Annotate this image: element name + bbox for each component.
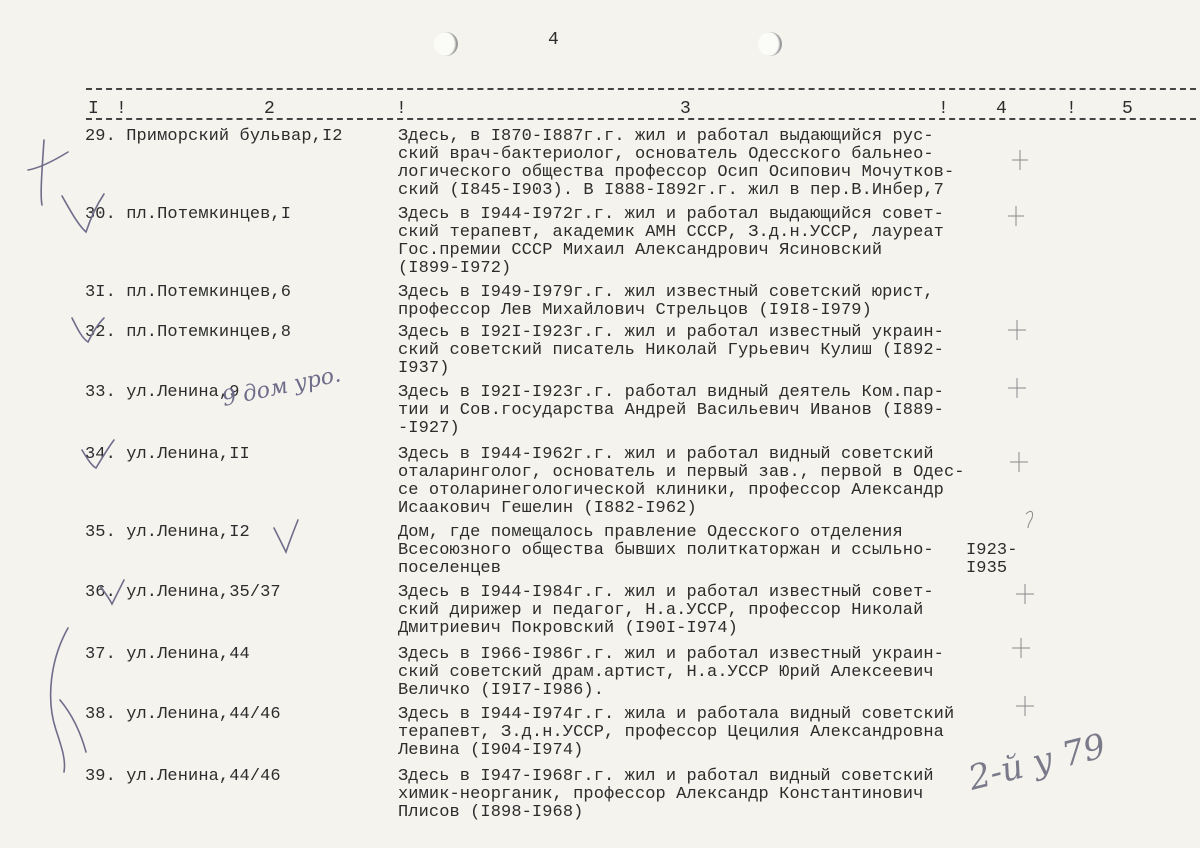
plus-icon [1008, 206, 1024, 226]
column-separator: ! [396, 99, 407, 119]
pencil-plus-marks [1008, 150, 1034, 716]
text-line: Здесь в I947-I968г.г. жил и работал видный советский [398, 767, 934, 786]
text-line: Здесь в I944-I962г.г. жил и работал видный советский [398, 445, 934, 464]
text-line: поселенцев [398, 559, 502, 578]
text-line: Здесь в I944-I984г.г. жил и работал известный совет- [398, 583, 934, 602]
handwritten-check-icon [274, 520, 298, 552]
row-dates: I923- I935 [966, 541, 1018, 578]
text-line: Гос.премии СССР Михаил Александрович Ясиновский [398, 241, 883, 260]
row-address: 29. Приморский бульвар,I2 [85, 127, 343, 146]
page-number: 4 [548, 30, 559, 50]
text-line: ский врач-бактериолог, основатель Одесского бальнео- [398, 145, 934, 164]
text-line: Дом, где помещалось правление Одесского отделения [398, 523, 903, 542]
text-line: терапевт, З.д.н.УССР, профессор Цецилия Александровна [398, 723, 944, 742]
text-line: Величко (I9I7-I986). [398, 681, 605, 700]
text-line: ский (I845-I903). В I888-I892г.г. жил в пер.В.Инбер,7 [398, 181, 944, 200]
column-separator: ! [1066, 99, 1077, 119]
column-header-3: 3 [680, 99, 691, 119]
text-line: химик-неорганик, профессор Александр Константинович [398, 785, 924, 804]
text-line: Здесь в I966-I986г.г. жил и работал известный украин- [398, 645, 944, 664]
text-line: Дмитриевич Покровский (I90I-I974) [398, 619, 738, 638]
column-header-5: 5 [1122, 99, 1133, 119]
column-header-1: I [88, 99, 99, 119]
handwritten-check-icon [82, 440, 114, 468]
text-line: Здесь в I949-I979г.г. жил известный советский юрист, [398, 283, 934, 302]
column-separator: ! [116, 99, 127, 119]
plus-icon [1008, 320, 1026, 340]
text-line: ский дирижер и педагог, Н.а.УССР, профессор Николай [398, 601, 924, 620]
handwritten-check-icon [100, 580, 124, 604]
plus-icon [1012, 638, 1030, 658]
text-line: ский советский писатель Николай Гурьевич Кулиш (I892- [398, 341, 944, 360]
row-address: 33. ул.Ленина,9 [85, 383, 240, 402]
plus-icon [1010, 452, 1028, 472]
text-line: Здесь в I92I-I923г.г. жил и работал известный украин- [398, 323, 944, 342]
plus-icon [1012, 150, 1028, 170]
column-header-2: 2 [264, 99, 275, 119]
row-address: 36. ул.Ленина,35/37 [85, 583, 281, 602]
text-line: Здесь в I944-I972г.г. жил и работал выдающийся совет- [398, 205, 944, 224]
handwritten-cross-icon [28, 152, 68, 170]
question-mark-icon [1026, 511, 1033, 528]
row-address: 30. пл.Потемкинцев,I [85, 205, 292, 224]
handwritten-check-icon [72, 318, 104, 342]
row-address: 37. ул.Ленина,44 [85, 645, 250, 664]
text-line: тии и Сов.государства Андрей Васильевич Иванов (I889- [398, 401, 944, 420]
column-header-4: 4 [996, 99, 1007, 119]
text-line: -I927) [398, 419, 460, 438]
plus-icon [1016, 584, 1034, 604]
text-line: логического общества профессор Осип Осипович Мочутков- [398, 163, 955, 182]
text-line: Всесоюзного общества бывших политкаторжан и ссыльно- [398, 541, 934, 560]
text-line: се отоларинегологической клиники, профессор Александр [398, 481, 944, 500]
handwritten-cross-icon [41, 140, 44, 205]
text-line: (I899-I972) [398, 259, 512, 278]
row-address: 35. ул.Ленина,I2 [85, 523, 250, 542]
text-line: ский терапевт, академик АМН СССР, З.д.н.УССР, лауреат [398, 223, 944, 242]
handwritten-check-icon [62, 194, 104, 232]
text-line: Здесь, в I870-I887г.г. жил и работал выдающийся рус- [398, 127, 934, 146]
row-address: 38. ул.Ленина,44/46 [85, 705, 281, 724]
plus-icon [1008, 378, 1026, 398]
plus-icon [1016, 696, 1034, 716]
text-line: Здесь в I92I-I923г.г. работал видный деятель Ком.пар- [398, 383, 944, 402]
column-separator: ! [938, 99, 949, 119]
text-line: Здесь в I944-I974г.г. жила и работала видный советский [398, 705, 955, 724]
text-line: Левина (I904-I974) [398, 741, 584, 760]
handwritten-bracket-icon [60, 700, 86, 752]
row-address: 3I. пл.Потемкинцев,6 [85, 283, 292, 302]
text-line: ский советский драм.артист, Н.а.УССР Юрий Алексеевич [398, 663, 934, 682]
row-address: 32. пл.Потемкинцев,8 [85, 323, 292, 342]
handwritten-margin-note: 2-й у 79 [964, 726, 1110, 799]
text-line: I937) [398, 359, 450, 378]
row-address: 34. ул.Ленина,II [85, 445, 250, 464]
text-line: оталаринголог, основатель и первый зав., первой в Одес- [398, 463, 965, 482]
row-address: 39. ул.Ленина,44/46 [85, 767, 281, 786]
text-line: Исаакович Гешелин (I882-I962) [398, 499, 697, 518]
handwritten-note-row33: 9 дом уро. [220, 362, 344, 412]
text-line: Плисов (I898-I968) [398, 803, 584, 822]
text-line: профессор Лев Михайлович Стрельцов (I9I8-I979) [398, 301, 872, 320]
